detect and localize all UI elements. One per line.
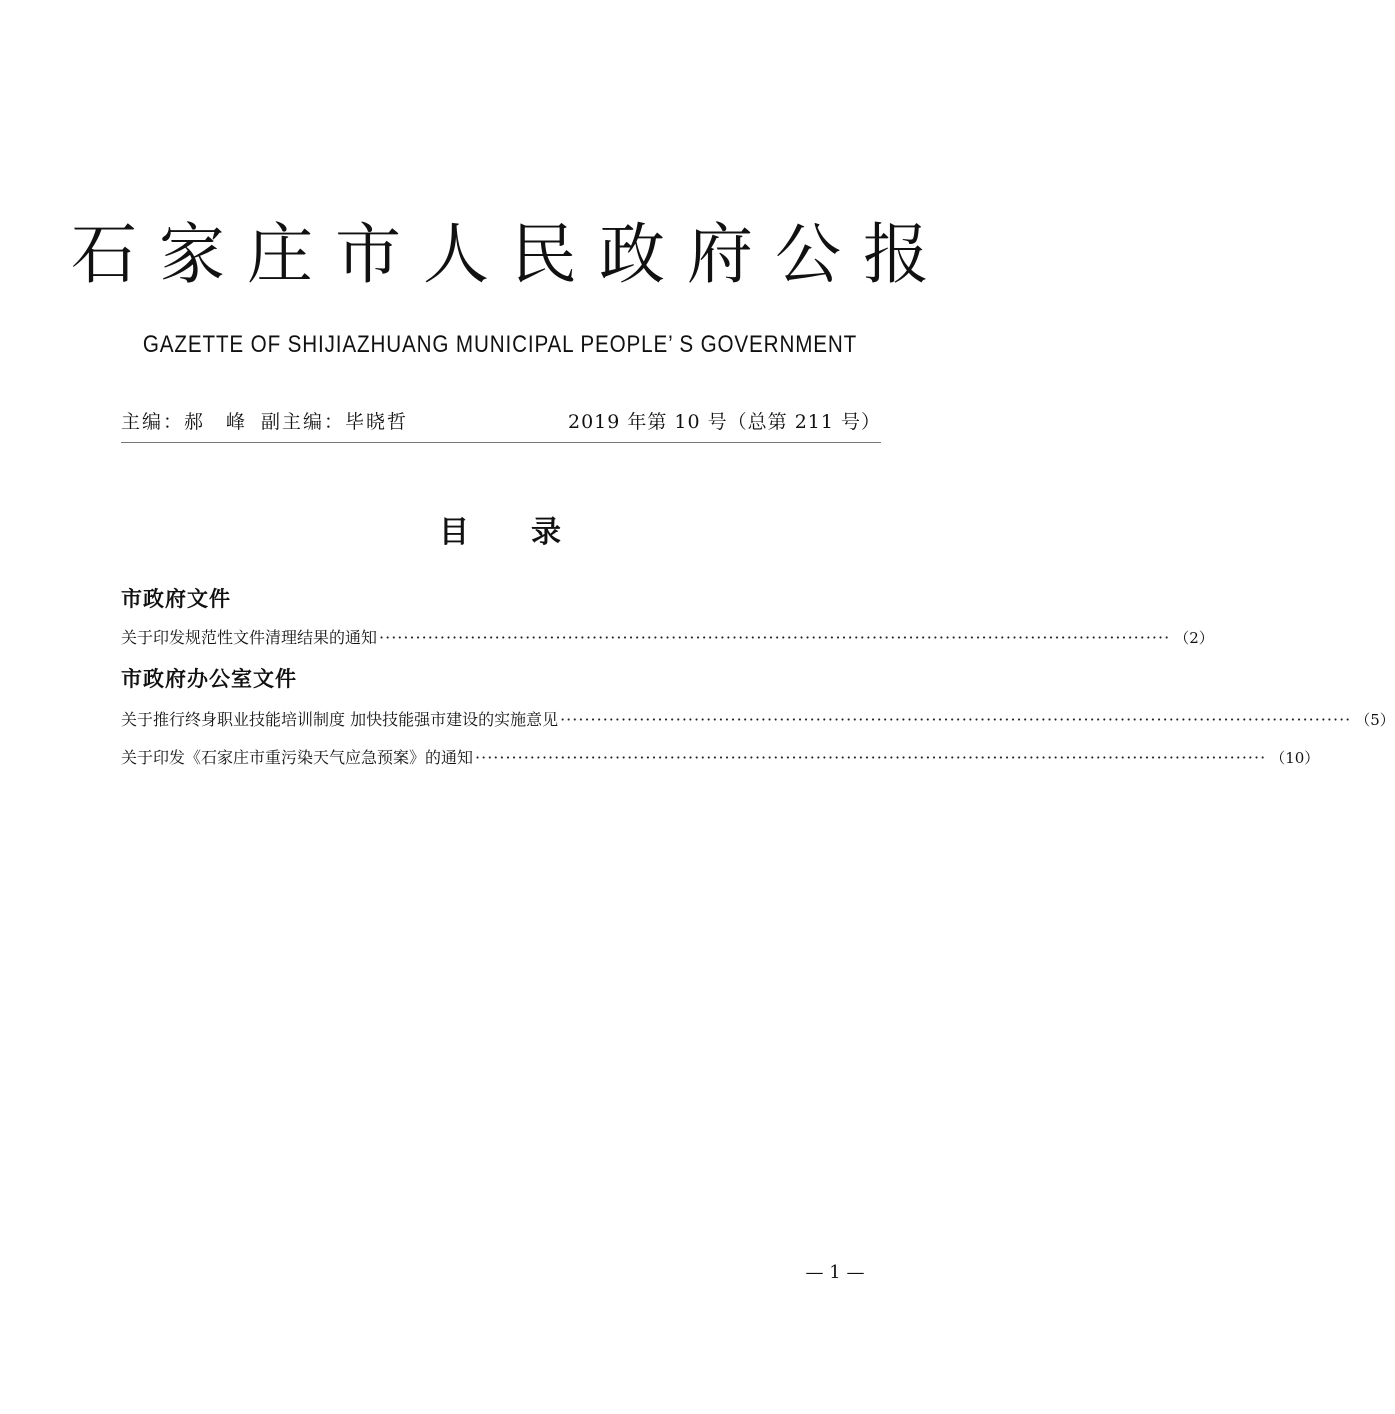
- issue-number: 2019 年第 10 号（总第 211 号）: [568, 411, 881, 433]
- toc-entry-title: 关于印发规范性文件清理结果的通知: [121, 628, 378, 647]
- header-divider: [121, 442, 881, 443]
- toc-leader-dots: ··································································································································: [560, 710, 1352, 729]
- toc-title: 目录: [439, 515, 623, 550]
- chief-editor-label: 主编：: [121, 411, 185, 433]
- editors: [121, 408, 408, 436]
- gazette-english-title: GAZETTE OF SHIJIAZHUANG MUNICIPAL PEOPLE’ S GOVERNMENT: [142, 331, 858, 358]
- toc-entry[interactable]: [121, 746, 1320, 770]
- section-heading-municipal-government: 市政府文件: [121, 587, 231, 611]
- toc-entry-title: 关于印发《石家庄市重污染天气应急预案》的通知: [121, 748, 474, 767]
- page-number: — 1 —: [805, 1262, 865, 1283]
- deputy-editor-name: 毕晓哲: [345, 411, 409, 433]
- toc-entry[interactable]: [121, 708, 1395, 732]
- section-heading-government-office: 市政府办公室文件: [121, 667, 297, 691]
- toc-leader-dots: ··································································································································: [475, 748, 1267, 767]
- toc-leader-dots: ··································································································································: [379, 628, 1171, 647]
- toc-entry-page: （5）: [1355, 711, 1395, 729]
- chief-editor-name: 郝 峰: [184, 411, 248, 433]
- deputy-editor-label: 副主编：: [261, 411, 346, 433]
- toc-entry[interactable]: [121, 626, 1214, 650]
- toc-entry-page: （10）: [1270, 749, 1320, 767]
- editor-issue-line: [121, 408, 881, 436]
- gazette-title: 石家庄市人民政府公报: [71, 216, 951, 293]
- toc-entry-page: （2）: [1174, 629, 1214, 647]
- toc-entry-title: 关于推行终身职业技能培训制度 加快技能强市建设的实施意见: [121, 710, 559, 729]
